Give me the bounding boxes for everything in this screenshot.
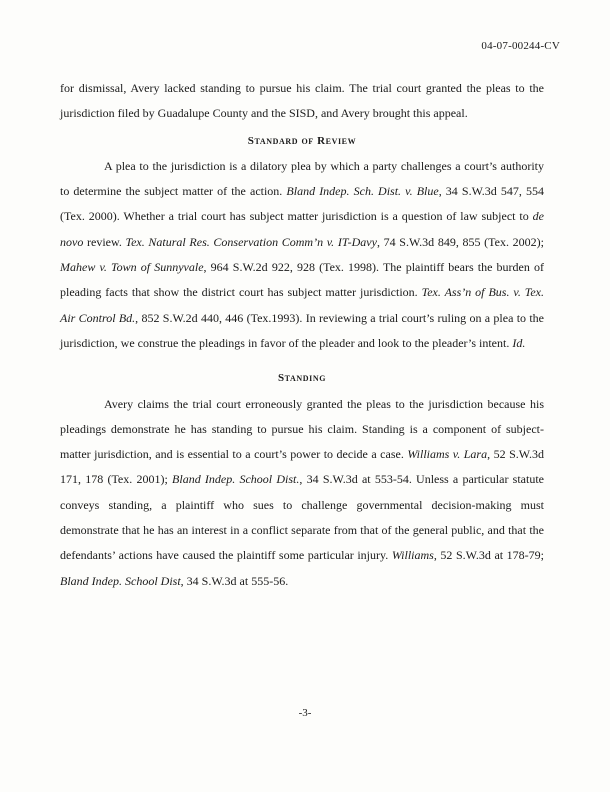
- text-run: , 34 S.W.3d at 555-56.: [180, 573, 289, 588]
- text-run: , 852 S.W.2d 440, 446 (Tex.1993). In reviewing a trial court’s ruling on a plea to the jurisdiction, we construe the pleadings in favor of the pleader and look to the pleader’s intent.: [60, 310, 545, 350]
- page-number: -3-: [298, 707, 312, 719]
- text-run: , 52 S.W.3d at 178-79;: [433, 548, 545, 563]
- standing-paragraph: [60, 392, 544, 594]
- citation-italic: Id.: [512, 335, 526, 350]
- text-run: review.: [83, 234, 126, 249]
- section-heading-standing: Standing: [277, 372, 327, 385]
- docket-number: 04-07-00244-CV: [481, 40, 560, 52]
- citation-italic: Bland Indep. School Dist.: [172, 472, 300, 487]
- review-paragraph: [60, 154, 544, 356]
- text-run: A plea to the jurisdiction is a dilatory plea by which a party challenges a court’s authority to determine the subject matter of the action.: [60, 158, 544, 199]
- text-run: , 34 S.W.3d 547, 554 (Tex. 2000). Whether a trial court has subject matter jurisdiction is a question of law subject to: [60, 184, 544, 224]
- text-run: for dismissal, Avery lacked standing to pursue his claim. The trial court granted the pleas to the jurisdiction filed by Guadalupe County and the SISD, and Avery brought this appeal.: [60, 81, 544, 121]
- intro-paragraph: [60, 76, 544, 127]
- text-run: , 52 S.W.3d 171, 178 (Tex. 2001);: [60, 447, 544, 487]
- text-run: Avery claims the trial court erroneously granted the pleas to the jurisdiction because his pleadings demonstrate he has standing to pursue his claim. Standing is a component of subject-matter jurisdiction, and is essential to a court’s power to decide a case.: [60, 396, 544, 462]
- citation-italic: Williams: [391, 548, 434, 563]
- citation-italic: Bland Indep. Sch. Dist. v. Blue: [286, 184, 439, 199]
- citation-italic: Tex. Natural Res. Conservation Comm’n v. IT-Davy: [125, 234, 377, 249]
- citation-italic: Mahew v. Town of Sunnyvale: [60, 260, 204, 275]
- citation-italic: de novo: [60, 209, 544, 249]
- citation-italic: Williams v. Lara: [407, 447, 488, 462]
- citation-italic: Tex. Ass’n of Bus. v. Tex. Air Control Bd.: [60, 285, 545, 325]
- text-run: , 74 S.W.3d 849, 855 (Tex. 2002);: [376, 234, 544, 249]
- section-heading-standard-of-review: Standard of Review: [247, 134, 357, 147]
- text-run: , 34 S.W.3d at 553-54. Unless a particular statute conveys standing, a plaintiff who sues to challenge governmental decision-making must demonstrate that he has an interest in a conflict separate from that of the general public, and that the defendants’ actions have caused the plaintiff some particular injury.: [60, 472, 545, 563]
- document-body: [60, 76, 544, 594]
- text-run: , 964 S.W.2d 922, 928 (Tex. 1998). The plaintiff bears the burden of pleading facts that show the district court has subject matter jurisdiction.: [60, 260, 544, 300]
- citation-italic: Bland Indep. School Dist: [60, 573, 181, 588]
